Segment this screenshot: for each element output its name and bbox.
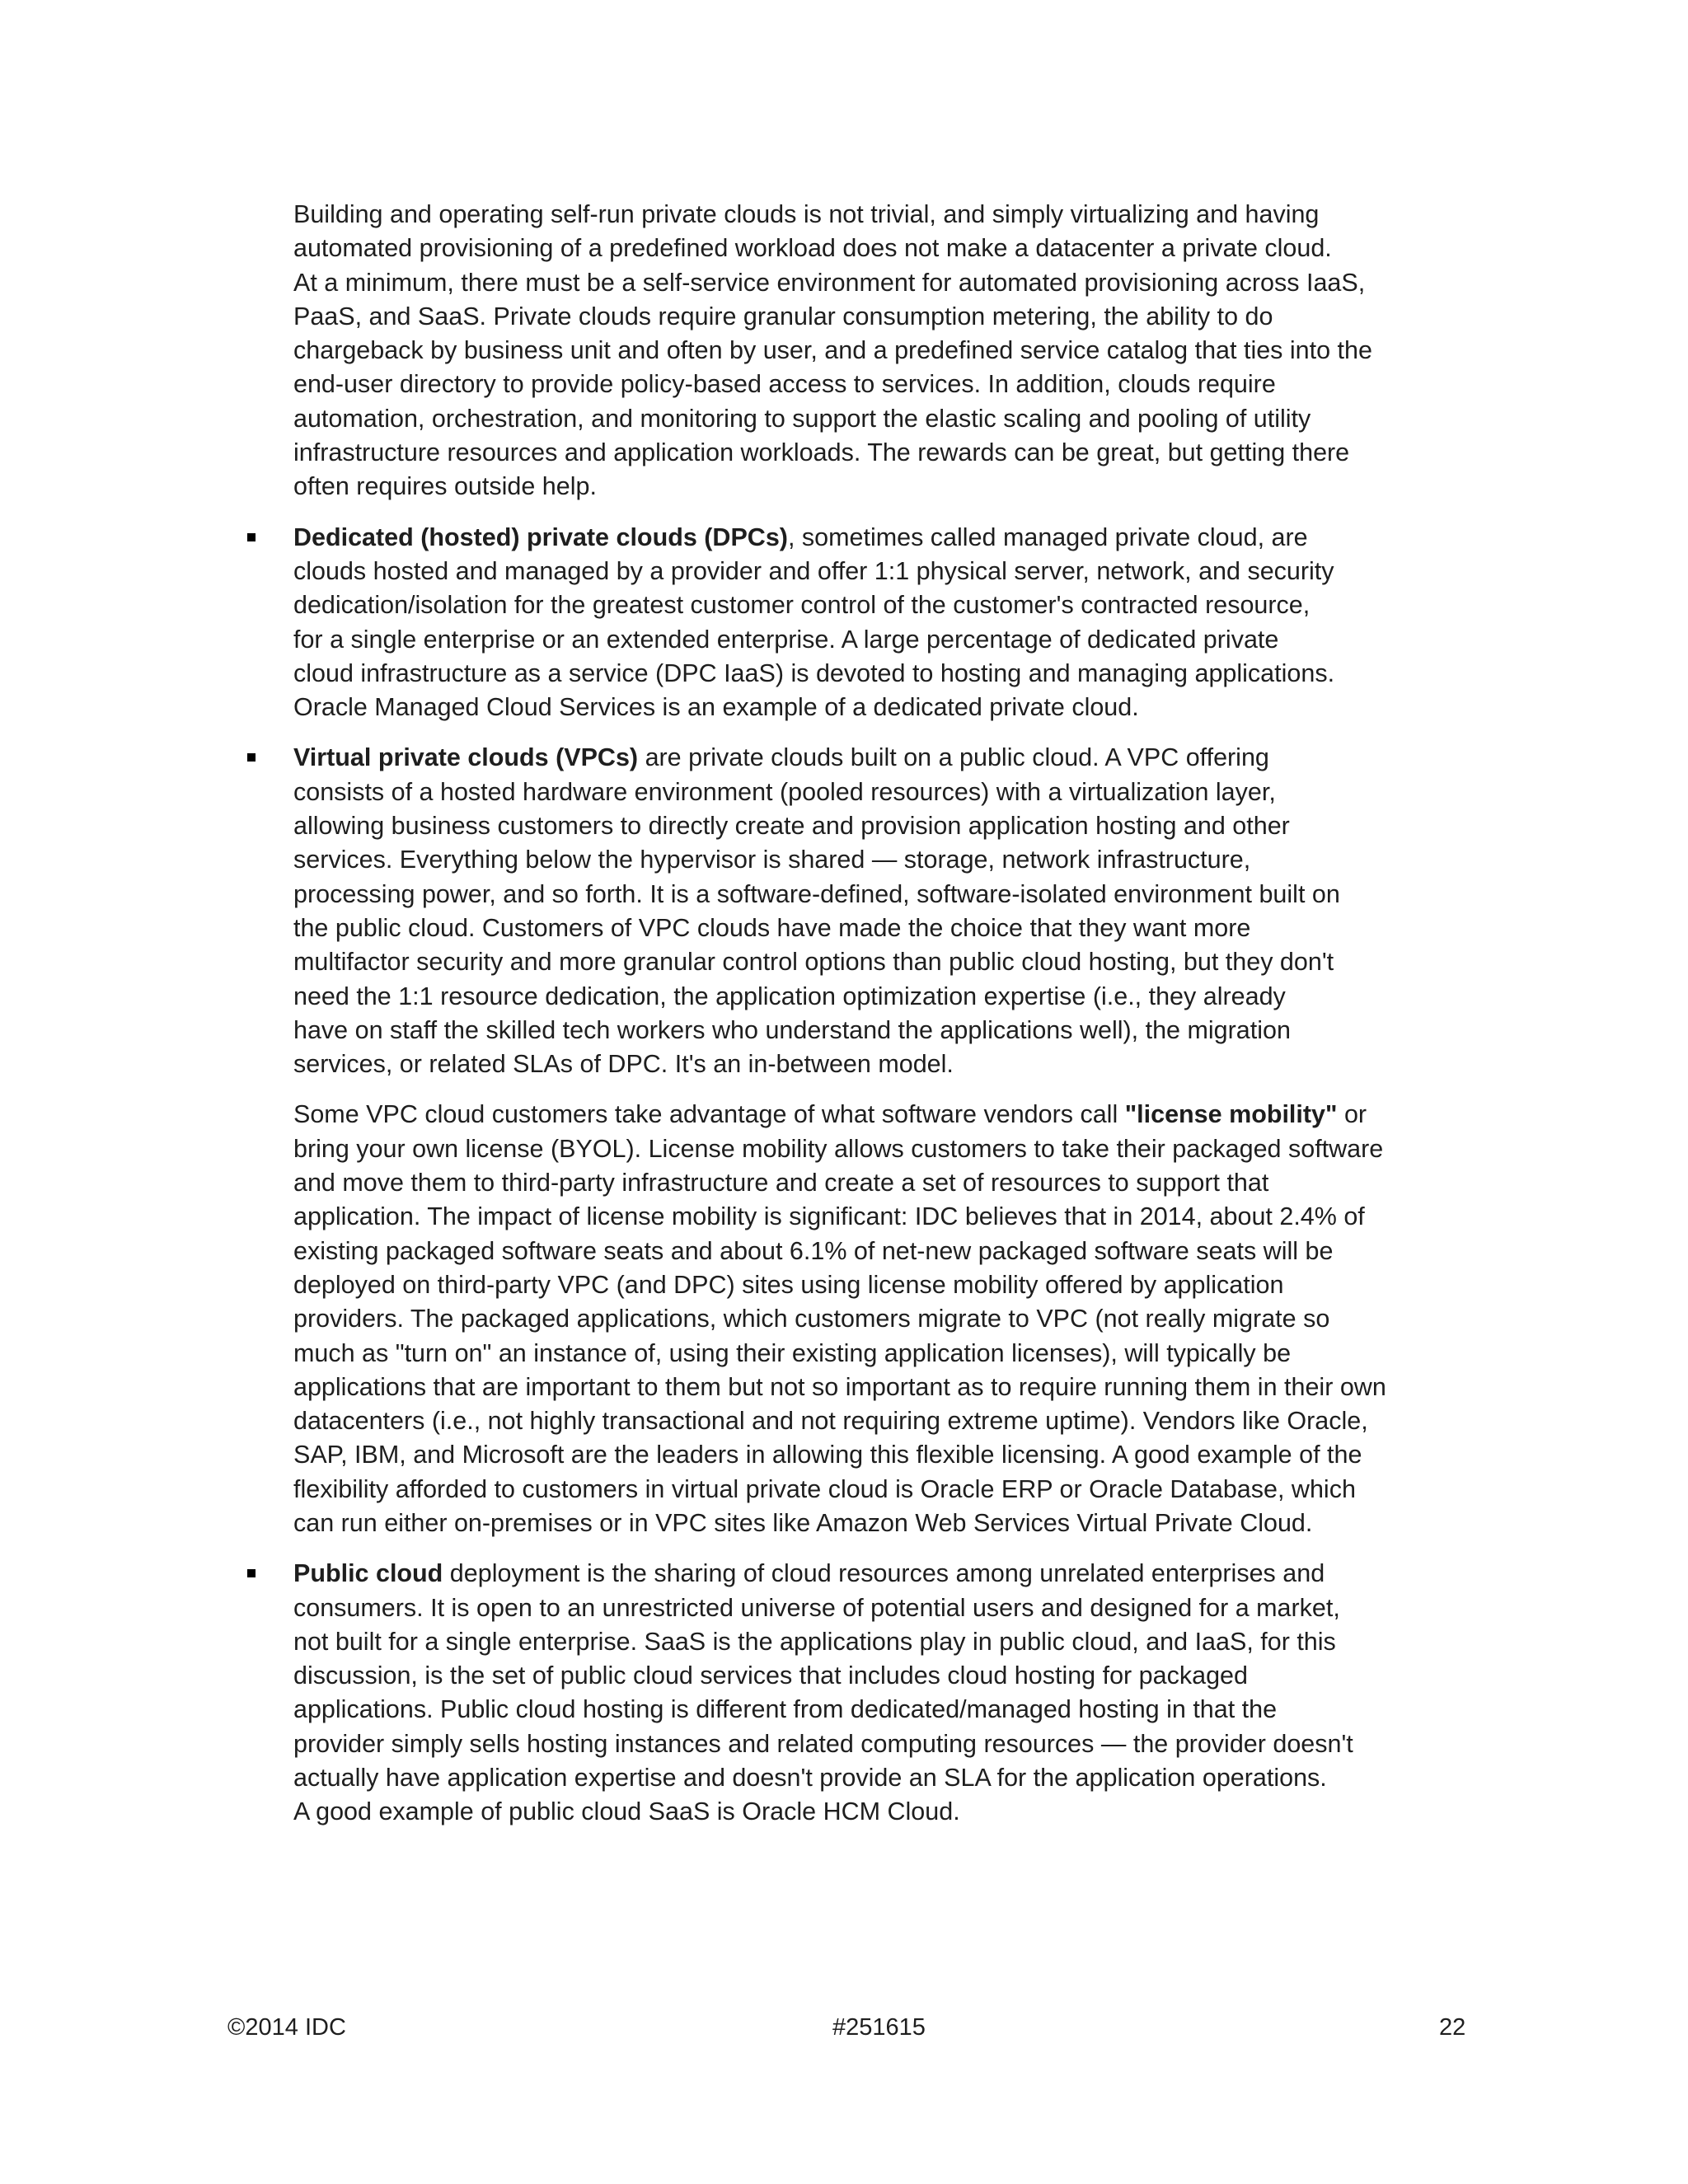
bullet-item-vpc: [293, 741, 1431, 1540]
text-line: end-user directory to provide policy-based access to services. In addition, clouds require: [293, 370, 1276, 399]
text-line: often requires outside help.: [293, 472, 597, 501]
intro-paragraph: [293, 198, 1431, 504]
text-line: automated provisioning of a predefined workload does not make a datacenter a private cloud.: [293, 234, 1332, 263]
text-line: [293, 1098, 1431, 1132]
text-line: automation, orchestration, and monitoring to support the elastic scaling and pooling of utility: [293, 404, 1311, 433]
text-line: clouds hosted and managed by a provider and offer 1:1 physical server, network, and security: [293, 556, 1334, 585]
text-line: Oracle Managed Cloud Services is an example of a dedicated private cloud.: [293, 693, 1139, 722]
footer-doc-number: #251615: [832, 2014, 926, 2041]
text-line: [293, 741, 1431, 775]
text-line: [293, 1557, 1431, 1591]
footer-copyright: ©2014 IDC: [227, 2014, 346, 2041]
text-line: much as "turn on" an instance of, using their existing application licenses), will typically be: [293, 1338, 1292, 1367]
text-line: not built for a single enterprise. SaaS is the applications play in public cloud, and IaaS, for this: [293, 1627, 1336, 1656]
sub-lead-bold: "license mobility": [1124, 1100, 1338, 1129]
text-line: for a single enterprise or an extended enterprise. A large percentage of dedicated private: [293, 625, 1279, 654]
text-line: chargeback by business unit and often by user, and a predefined service catalog that ties into the: [293, 336, 1372, 365]
document-body: [293, 198, 1431, 1830]
bullet-item-dpc: [293, 521, 1431, 725]
text-line: cloud infrastructure as a service (DPC IaaS) is devoted to hosting and managing applications.: [293, 658, 1335, 687]
text-line: At a minimum, there must be a self-service environment for automated provisioning across IaaS,: [293, 268, 1366, 297]
footer-page-number: 22: [1439, 2014, 1466, 2041]
text-line: dedication/isolation for the greatest customer control of the customer's contracted resource,: [293, 591, 1311, 620]
text-line: processing power, and so forth. It is a software-defined, software-isolated environment built on: [293, 879, 1340, 908]
bullet-lead-term: Virtual private clouds (VPCs): [293, 743, 639, 772]
text-line: allowing business customers to directly create and provision application hosting and other: [293, 812, 1290, 841]
square-bullet-icon: [247, 753, 256, 762]
bullet-lead-term: Public cloud: [293, 1559, 443, 1588]
text-line: applications. Public cloud hosting is different from dedicated/managed hosting in that the: [293, 1695, 1278, 1724]
text-line: services, or related SLAs of DPC. It's an in-between model.: [293, 1050, 954, 1079]
text-line: [293, 521, 1431, 555]
text-line: consists of a hosted hardware environment (pooled resources) with a virtualization layer,: [293, 777, 1276, 806]
page-footer: [0, 2011, 1688, 2044]
text-line: the public cloud. Customers of VPC clouds have made the choice that they want more: [293, 913, 1251, 942]
text-line: Building and operating self-run private clouds is not trivial, and simply virtualizing and having: [293, 200, 1320, 228]
text-line: discussion, is the set of public cloud services that includes cloud hosting for packaged: [293, 1661, 1248, 1690]
bullet-lead-rest: , sometimes called managed private cloud, are: [787, 523, 1308, 551]
text-line: flexibility afforded to customers in virtual private cloud is Oracle ERP or Oracle Database, which: [293, 1474, 1356, 1503]
text-line: application. The impact of license mobility is significant: IDC believes that in 2014, about 2.4% of: [293, 1202, 1365, 1231]
text-line: provider simply sells hosting instances and related computing resources — the provider doesn't: [293, 1729, 1353, 1758]
text-line: multifactor security and more granular control options than public cloud hosting, but they don't: [293, 948, 1334, 977]
license-mobility-paragraph: [293, 1098, 1431, 1540]
text-line: deployed on third-party VPC (and DPC) sites using license mobility offered by application: [293, 1270, 1284, 1299]
text-line: providers. The packaged applications, which customers migrate to VPC (not really migrate so: [293, 1305, 1330, 1333]
text-line: services. Everything below the hypervisor is shared — storage, network infrastructure,: [293, 846, 1251, 874]
bullet-lead-rest: are private clouds built on a public cloud. A VPC offering: [638, 743, 1269, 772]
text-line: applications that are important to them but not so important as to require running them in their own: [293, 1372, 1386, 1401]
bullet-lead-rest: deployment is the sharing of cloud resources among unrelated enterprises and: [443, 1559, 1325, 1588]
text-line: have on staff the skilled tech workers who understand the applications well), the migration: [293, 1015, 1291, 1044]
sub-lead-pre: Some VPC cloud customers take advantage of what software vendors call: [293, 1100, 1125, 1129]
bullet-lead-term: Dedicated (hosted) private clouds (DPCs): [293, 523, 788, 551]
text-line: consumers. It is open to an unrestricted universe of potential users and designed for a market,: [293, 1593, 1340, 1622]
sub-lead-post: or: [1337, 1100, 1367, 1129]
text-line: actually have application expertise and doesn't provide an SLA for the application operations.: [293, 1764, 1327, 1793]
text-line: PaaS, and SaaS. Private clouds require granular consumption metering, the ability to do: [293, 302, 1273, 330]
text-line: SAP, IBM, and Microsoft are the leaders in allowing this flexible licensing. A good example of the: [293, 1441, 1362, 1469]
text-line: A good example of public cloud SaaS is Oracle HCM Cloud.: [293, 1797, 960, 1826]
square-bullet-icon: [247, 1569, 256, 1577]
text-line: can run either on-premises or in VPC sites like Amazon Web Services Virtual Private Cloud.: [293, 1508, 1313, 1537]
text-line: existing packaged software seats and about 6.1% of net-new packaged software seats will be: [293, 1236, 1334, 1265]
text-line: bring your own license (BYOL). License mobility allows customers to take their packaged software: [293, 1134, 1384, 1163]
square-bullet-icon: [247, 533, 256, 541]
text-line: datacenters (i.e., not highly transactional and not requiring extreme uptime). Vendors like Oracle,: [293, 1407, 1368, 1436]
text-line: need the 1:1 resource dedication, the application optimization expertise (i.e., they already: [293, 982, 1286, 1010]
bullet-item-public-cloud: [293, 1557, 1431, 1829]
text-line: and move them to third-party infrastructure and create a set of resources to support that: [293, 1169, 1269, 1197]
text-line: infrastructure resources and application workloads. The rewards can be great, but getting there: [293, 438, 1350, 467]
